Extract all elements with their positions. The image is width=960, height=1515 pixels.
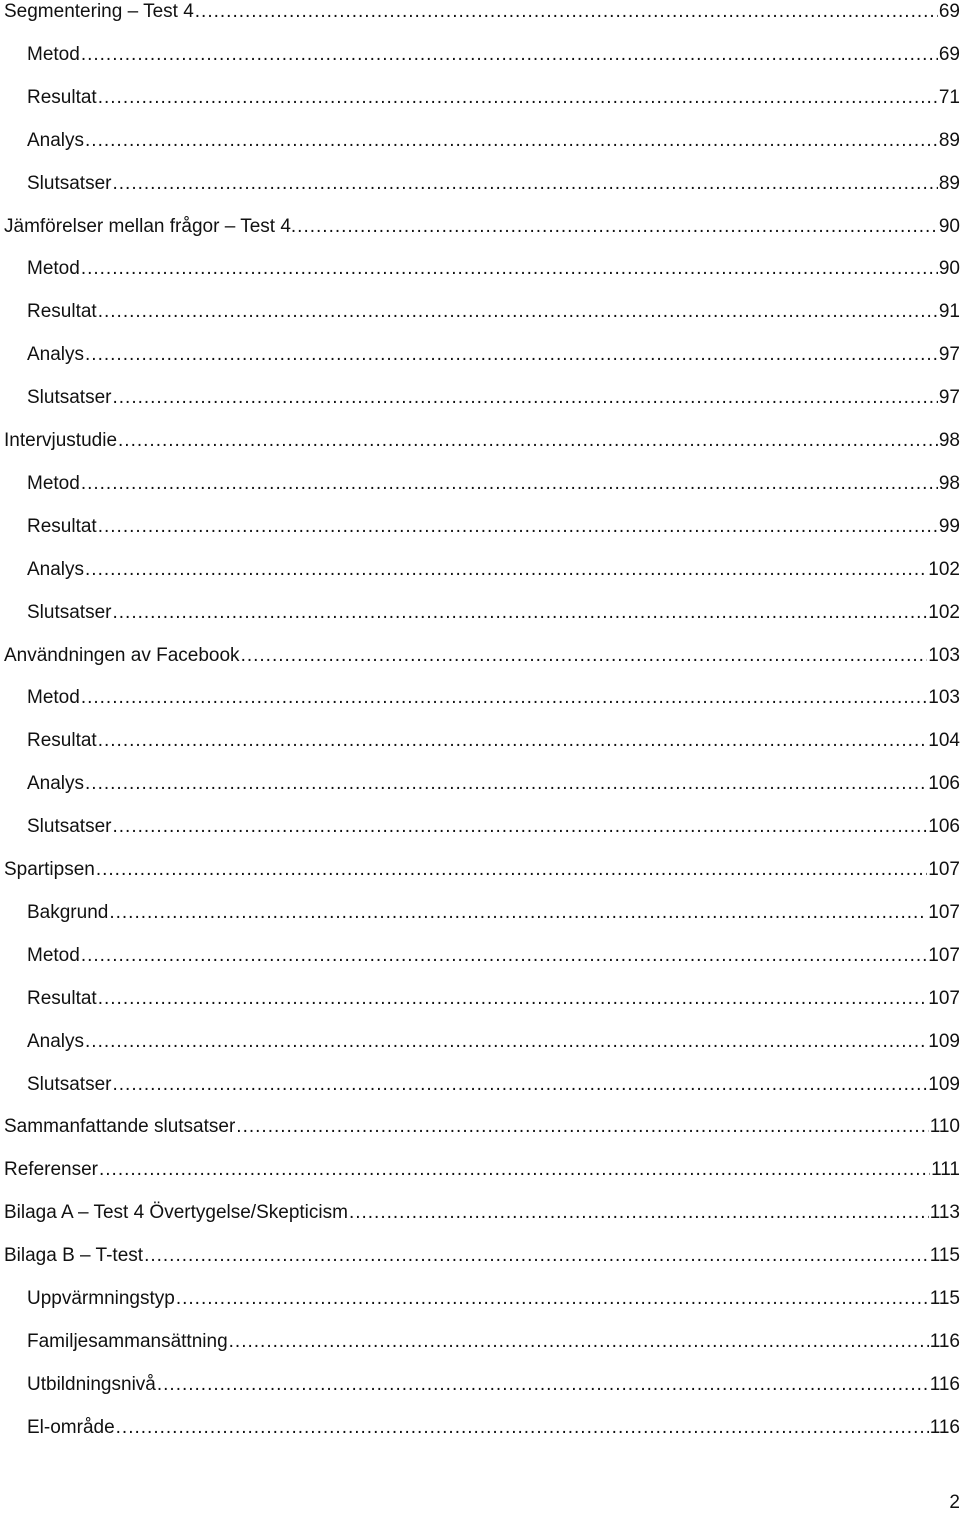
toc-entry[interactable]	[27, 1370, 960, 1400]
toc-entry-label: Resultat	[27, 515, 97, 537]
toc-entry-page: 89	[938, 129, 960, 151]
toc-dot-leader	[98, 83, 938, 113]
toc-entry-label: Intervjustudie	[4, 430, 118, 451]
toc-entry-label: Bilaga B – T-test	[4, 1245, 144, 1267]
toc-entry-label: Metod	[27, 472, 80, 494]
toc-entry-page: 109	[928, 1073, 960, 1095]
toc-entry-label: Metod	[27, 944, 80, 966]
toc-entry-label: Slutsatser	[27, 816, 112, 838]
toc-entry-label: Slutsatser	[27, 172, 112, 194]
toc-entry[interactable]	[4, 641, 960, 671]
toc-dot-leader	[195, 0, 938, 27]
toc-entry-page: 115	[929, 1288, 960, 1309]
toc-dot-leader	[297, 212, 938, 242]
toc-entry-page: 97	[938, 387, 960, 409]
toc-entry-page: 107	[928, 944, 960, 966]
toc-entry-page: 116	[929, 1330, 960, 1352]
toc-entry-page: 91	[938, 301, 960, 323]
toc-entry-label: Referenser	[4, 1159, 98, 1181]
toc-entry-label: Slutsatser	[27, 1073, 112, 1095]
toc-entry-label: Uppvärmningstyp	[27, 1288, 175, 1309]
toc-entry-label: Slutsatser	[27, 601, 112, 623]
toc-entry-page: 103	[928, 687, 960, 709]
toc-entry-page: 97	[938, 344, 960, 366]
toc-entry[interactable]	[27, 555, 960, 585]
toc-dot-leader	[157, 1370, 929, 1400]
toc-entry-page: 69	[938, 43, 960, 65]
toc-dot-leader	[81, 941, 927, 971]
toc-entry[interactable]	[27, 40, 960, 70]
toc-dot-leader	[112, 812, 927, 842]
toc-entry-label: Familjesammansättning	[27, 1330, 228, 1352]
toc-dot-leader	[112, 598, 927, 628]
toc-dot-leader	[349, 1198, 929, 1228]
toc-entry[interactable]	[27, 83, 960, 113]
toc-entry-label: Analys	[27, 558, 85, 580]
toc-entry[interactable]	[27, 1027, 960, 1057]
toc-entry[interactable]	[27, 941, 960, 971]
toc-entry-label: Metod	[27, 258, 80, 280]
toc-entry-label: El-område	[27, 1416, 115, 1438]
toc-entry-page: 90	[938, 215, 960, 237]
toc-entry[interactable]	[27, 340, 960, 370]
toc-dot-leader	[81, 254, 938, 284]
toc-entry-page: 107	[928, 901, 960, 923]
page-number: 2	[949, 1492, 960, 1513]
toc-dot-leader	[112, 383, 937, 413]
toc-entry[interactable]	[27, 984, 960, 1014]
toc-entry-page: 113	[929, 1202, 960, 1224]
toc-dot-leader	[229, 1327, 929, 1357]
toc-dot-leader	[99, 1155, 930, 1185]
toc-entry-label: Resultat	[27, 301, 97, 323]
toc-entry[interactable]	[27, 598, 960, 628]
toc-entry-page: 110	[929, 1116, 960, 1138]
toc-dot-leader	[236, 1112, 928, 1142]
toc-entry-label: Analys	[27, 129, 85, 151]
toc-entry-page: 107	[928, 987, 960, 1009]
toc-entry-page: 103	[928, 644, 960, 666]
toc-dot-leader	[98, 726, 928, 756]
toc-entry-page: 102	[928, 558, 960, 580]
toc-entry-label: Spartipsen	[4, 859, 95, 880]
toc-entry[interactable]	[4, 1112, 960, 1142]
toc-entry[interactable]	[4, 212, 960, 242]
toc-dot-leader	[85, 126, 938, 156]
toc-entry[interactable]	[27, 812, 960, 842]
toc-entry-label: Analys	[27, 344, 85, 366]
toc-entry-label: Jämförelser mellan frågor – Test 4.	[4, 215, 297, 237]
toc-dot-leader	[81, 40, 938, 70]
toc-entry[interactable]	[4, 855, 960, 885]
toc-entry[interactable]	[4, 1241, 960, 1271]
toc-entry-label: Metod	[27, 687, 80, 709]
toc-entry-label: Resultat	[27, 987, 97, 1009]
toc-dot-leader	[98, 984, 928, 1014]
toc-dot-leader	[85, 769, 927, 799]
toc-entry-label: Bakgrund	[27, 901, 109, 923]
toc-entry[interactable]	[27, 1413, 960, 1443]
toc-dot-leader	[144, 1241, 929, 1271]
toc-entry-label: Analys	[27, 1030, 85, 1052]
toc-dot-leader	[112, 1070, 927, 1100]
toc-entry-label: Resultat	[27, 730, 97, 752]
toc-entry-label: Slutsatser	[27, 387, 112, 409]
toc-dot-leader	[118, 426, 938, 456]
toc-entry[interactable]	[27, 683, 960, 713]
toc-entry-page: 106	[928, 816, 960, 838]
toc-dot-leader	[98, 512, 938, 542]
toc-dot-leader	[109, 898, 927, 928]
toc-dot-leader	[176, 1284, 929, 1314]
toc-entry-page: 98	[938, 472, 960, 494]
toc-entry-page: 104	[928, 730, 960, 752]
toc-dot-leader	[81, 469, 938, 499]
toc-entry-label: Resultat	[27, 86, 97, 108]
toc-entry[interactable]	[27, 769, 960, 799]
toc-dot-leader	[241, 641, 928, 671]
toc-dot-leader	[98, 297, 938, 327]
toc-entry[interactable]	[4, 1155, 960, 1185]
toc-entry[interactable]	[27, 512, 960, 542]
toc-entry[interactable]	[4, 426, 960, 456]
toc-entry-page: 89	[938, 172, 960, 194]
toc-dot-leader	[85, 1027, 927, 1057]
toc-dot-leader	[85, 555, 927, 585]
toc-entry[interactable]	[27, 1070, 960, 1100]
toc-entry-page: 99	[938, 515, 960, 537]
toc-entry-page: 102	[928, 601, 960, 623]
toc-dot-leader	[81, 683, 927, 713]
toc-entry[interactable]	[27, 126, 960, 156]
toc-entry-page: 109	[928, 1030, 960, 1052]
toc-dot-leader	[116, 1413, 929, 1443]
toc-entry-page: 71	[938, 86, 960, 108]
toc-entry-page: 107	[928, 859, 960, 880]
toc-entry[interactable]	[27, 898, 960, 928]
toc-entry[interactable]	[27, 1327, 960, 1357]
toc-dot-leader	[112, 169, 937, 199]
toc-entry[interactable]	[4, 0, 960, 27]
toc-entry[interactable]	[27, 1284, 960, 1314]
toc-entry[interactable]	[27, 469, 960, 499]
toc-dot-leader	[96, 855, 927, 885]
toc-entry-label: Segmentering – Test 4	[4, 1, 194, 22]
toc-entry[interactable]	[27, 297, 960, 327]
toc-entry-label: Användningen av Facebook	[4, 644, 240, 666]
toc-entry-page: 106	[928, 773, 960, 795]
toc-entry[interactable]	[4, 1198, 960, 1228]
toc-entry-page: 69	[938, 1, 960, 22]
toc-entry[interactable]	[27, 383, 960, 413]
toc-entry[interactable]	[27, 726, 960, 756]
toc-entry-label: Utbildningsnivå	[27, 1373, 156, 1395]
toc-entry-page: 116	[929, 1373, 960, 1395]
toc-entry-page: 116	[929, 1416, 960, 1438]
toc-entry-label: Metod	[27, 43, 80, 65]
toc-entry-page: 90	[938, 258, 960, 280]
toc-entry-label: Analys	[27, 773, 85, 795]
toc-dot-leader	[85, 340, 938, 370]
toc-entry-page: 98	[938, 430, 960, 451]
toc-entry[interactable]	[27, 169, 960, 199]
toc-entry[interactable]	[27, 254, 960, 284]
toc-entry-page: 111	[931, 1159, 960, 1181]
toc-entry-label: Bilaga A – Test 4 Övertygelse/Skepticism	[4, 1202, 348, 1224]
toc-entry-page: 115	[929, 1245, 960, 1267]
toc-entry-label: Sammanfattande slutsatser	[4, 1116, 236, 1138]
